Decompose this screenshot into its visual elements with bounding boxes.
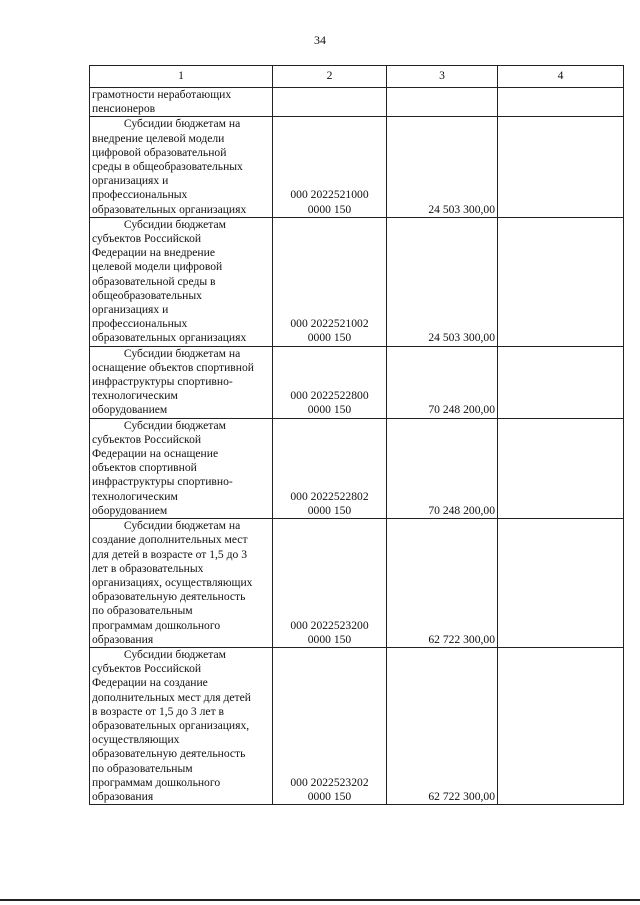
row-name: Субсидии бюджетам на внедрение целевой модели цифровой образовательной среды в общеобразовательных организациях и профессиональных образовательных организациях [90,117,273,217]
row-extra [498,346,624,418]
row-amount: 62 722 300,00 [387,519,498,648]
row-name: Субсидии бюджетам на создание дополнительных мест для детей в возрасте от 1,5 до 3 лет в образовательных организациях, осуществляющих образовательную деятельность по образовательным программам дошкольного образования [90,519,273,648]
budget-table [89,65,624,805]
header-col-2: 2 [273,66,387,88]
table-row [90,88,624,117]
row-extra [498,519,624,648]
page-number: 34 [314,33,326,47]
row-code: 000 2022522800 0000 150 [273,346,387,418]
row-code: 000 2022521000 0000 150 [273,117,387,217]
header-col-3: 3 [387,66,498,88]
row-amount: 70 248 200,00 [387,346,498,418]
bottom-rule [0,899,640,901]
table-row [90,117,624,217]
row-name: Субсидии бюджетам на оснащение объектов спортивной инфраструктуры спортивно- технологическим оборудованием [90,346,273,418]
row-code [273,88,387,117]
row-name: Субсидии бюджетам субъектов Российской Федерации на создание дополнительных мест для детей в возрасте от 1,5 до 3 лет в образовательных организациях, осуществляющих образовательную деятельность по образовательным программам дошкольного образования [90,647,273,804]
table-row [90,647,624,804]
table-row [90,418,624,518]
row-name: грамотности неработающих пенсионеров [90,88,273,117]
row-amount: 62 722 300,00 [387,647,498,804]
row-amount: 24 503 300,00 [387,117,498,217]
header-col-1: 1 [90,66,273,88]
row-amount: 70 248 200,00 [387,418,498,518]
row-name: Субсидии бюджетам субъектов Российской Федерации на внедрение целевой модели цифровой образовательной среды в общеобразовательных организациях и профессиональных образовательных организациях [90,217,273,346]
table-header [90,66,624,88]
table-row [90,217,624,346]
row-extra [498,117,624,217]
table-row [90,346,624,418]
row-name: Субсидии бюджетам субъектов Российской Федерации на оснащение объектов спортивной инфраструктуры спортивно- технологическим оборудованием [90,418,273,518]
row-extra [498,647,624,804]
row-code: 000 2022522802 0000 150 [273,418,387,518]
row-code: 000 2022523202 0000 150 [273,647,387,804]
row-extra [498,418,624,518]
header-col-4: 4 [498,66,624,88]
row-amount: 24 503 300,00 [387,217,498,346]
row-code: 000 2022523200 0000 150 [273,519,387,648]
row-extra [498,88,624,117]
row-amount [387,88,498,117]
table-body [90,88,624,805]
table-row [90,519,624,648]
row-extra [498,217,624,346]
row-code: 000 2022521002 0000 150 [273,217,387,346]
header-row [90,66,624,88]
